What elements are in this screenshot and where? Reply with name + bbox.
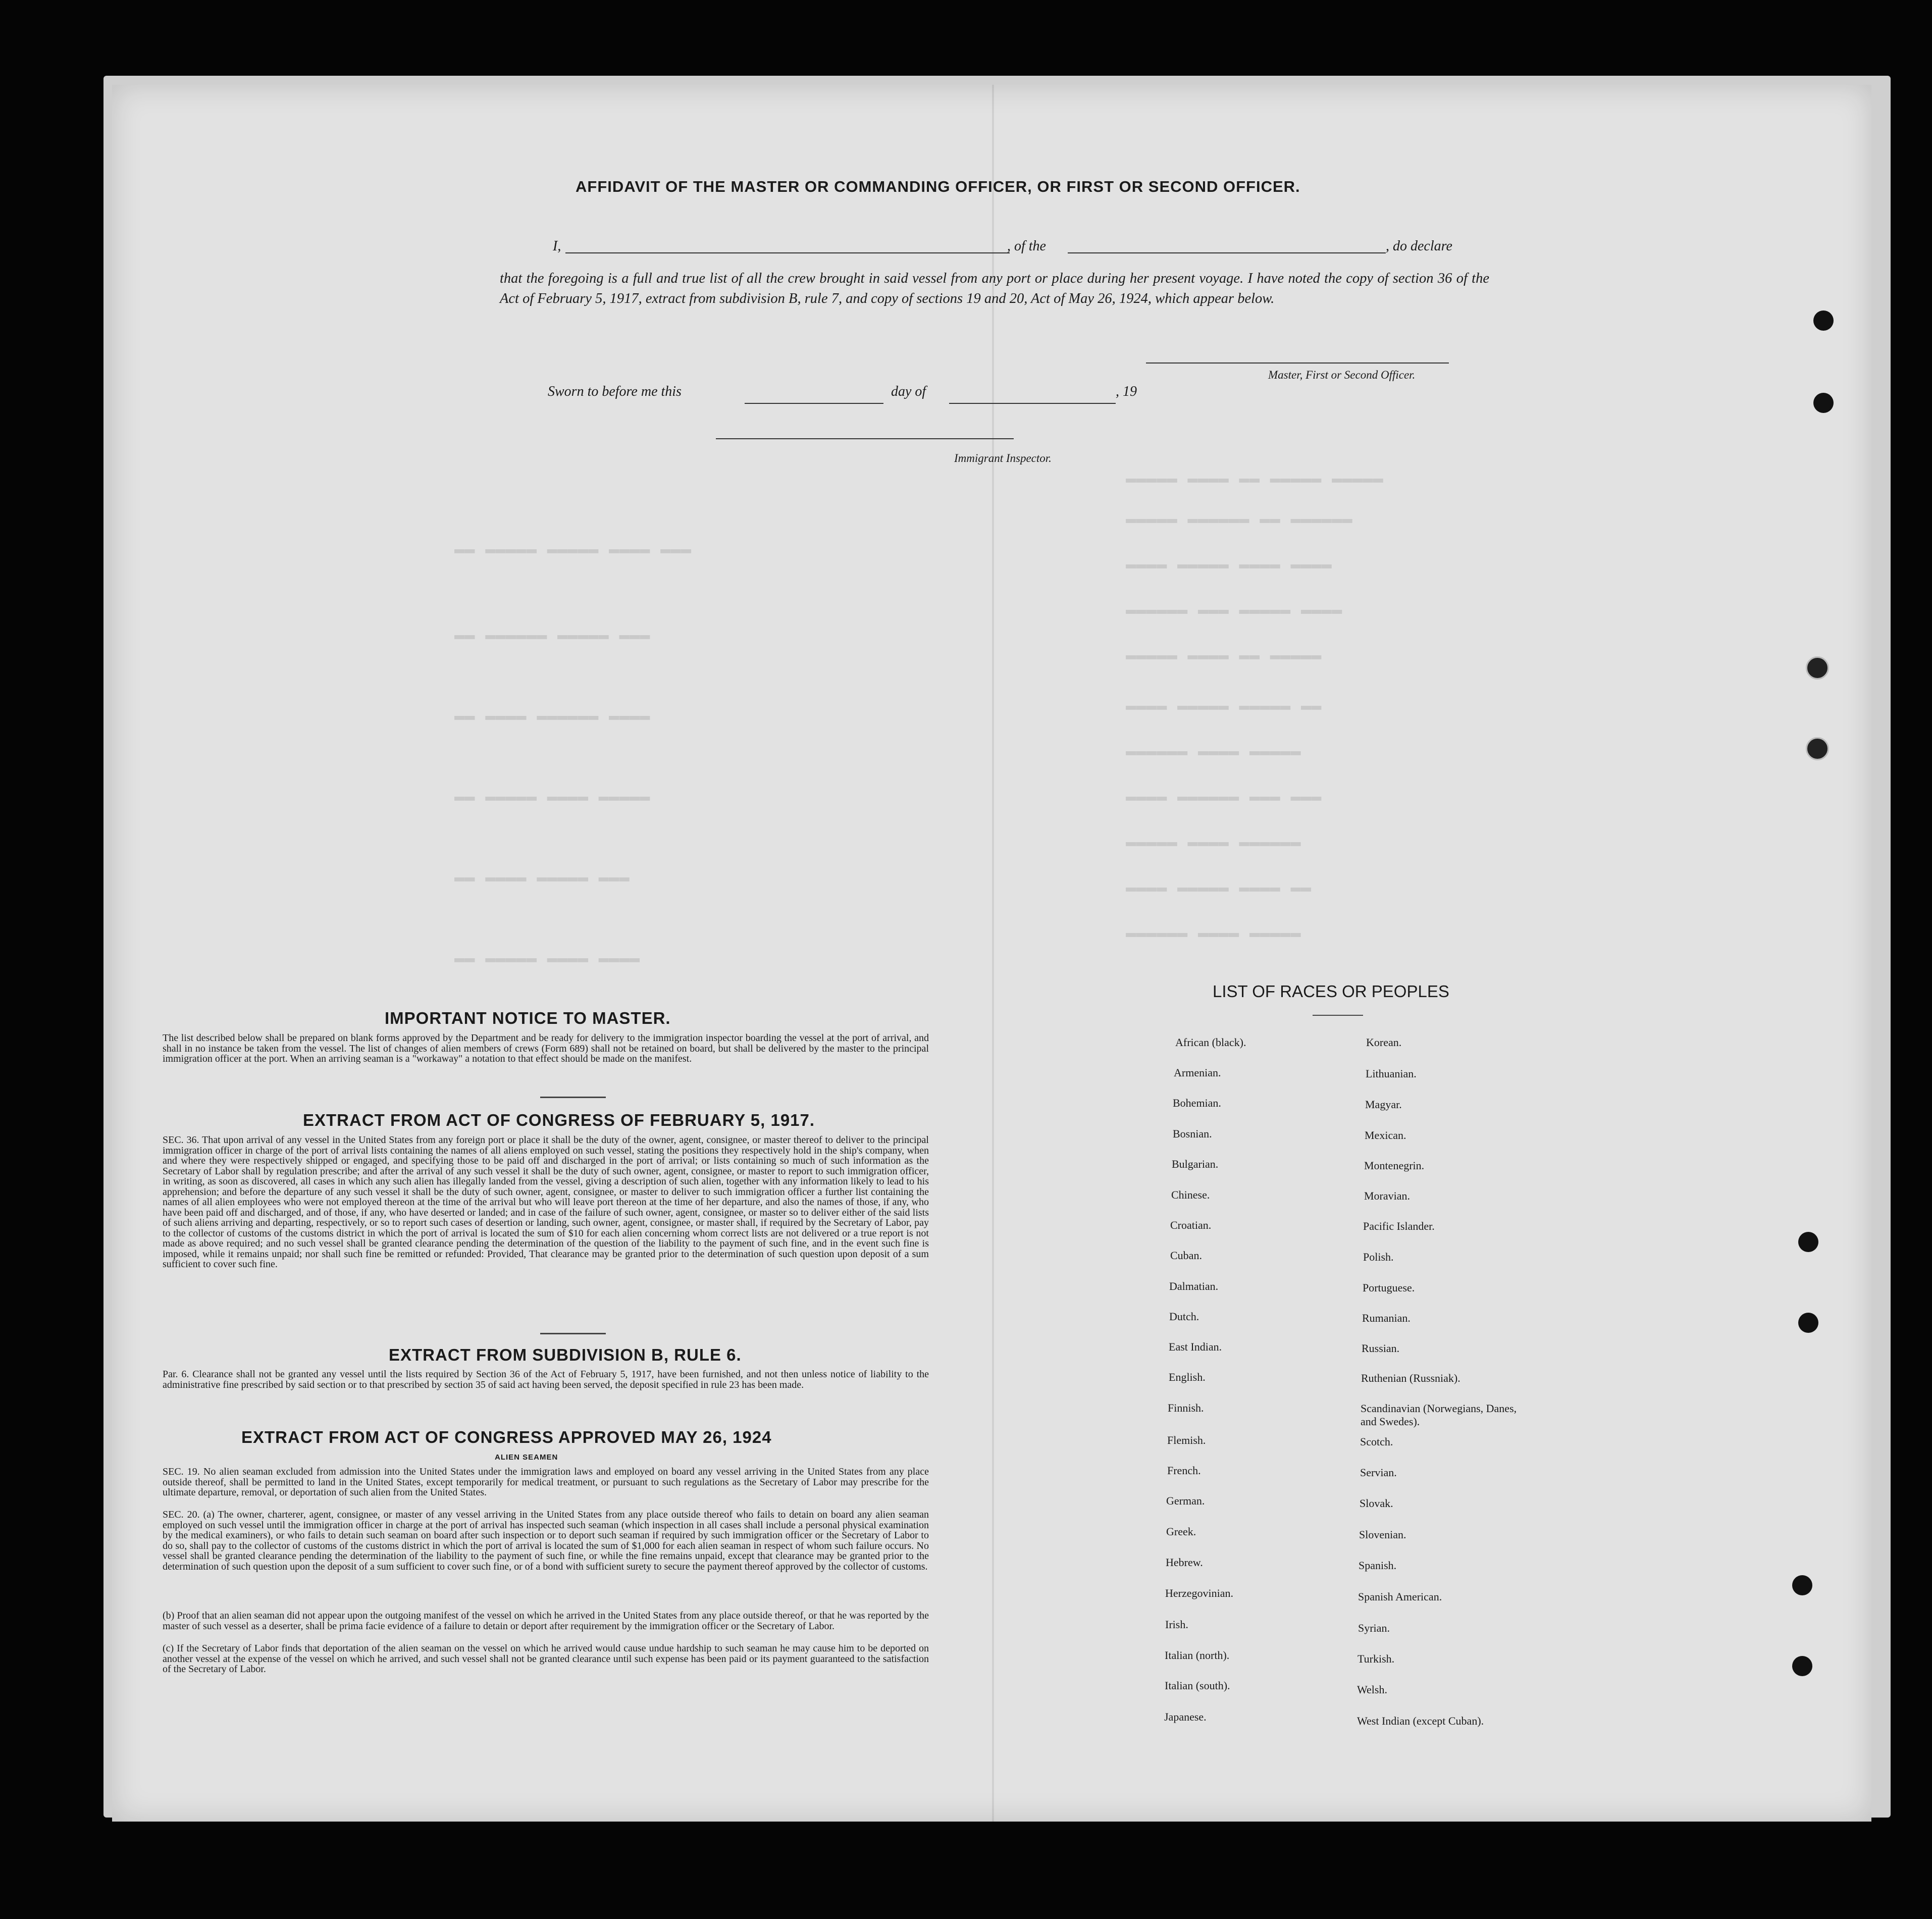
race-item: Greek. — [1166, 1525, 1196, 1538]
race-item: Chinese. — [1171, 1188, 1210, 1201]
race-item: Polish. — [1363, 1251, 1394, 1263]
race-item: Spanish American. — [1358, 1590, 1442, 1603]
race-item: West Indian (except Cuban). — [1357, 1715, 1484, 1727]
race-item: Scotch. — [1360, 1435, 1393, 1448]
extract-1917-title: EXTRACT FROM ACT OF CONGRESS OF FEBRUARY 5, 1917. — [303, 1111, 815, 1129]
race-item: Italian (north). — [1165, 1649, 1230, 1662]
race-item: Turkish. — [1357, 1652, 1395, 1665]
race-item: Lithuanian. — [1366, 1067, 1417, 1080]
affidavit-do-declare-label: , do declare — [1386, 238, 1452, 254]
race-item: Armenian. — [1174, 1066, 1221, 1079]
race-item: Servian. — [1360, 1466, 1397, 1479]
extract-1924-subtitle: ALIEN SEAMEN — [495, 1453, 558, 1462]
binder-hole-icon — [1806, 737, 1829, 760]
binder-hole-icon — [1798, 1313, 1818, 1333]
race-item: Magyar. — [1365, 1098, 1402, 1111]
race-item: French. — [1167, 1464, 1201, 1477]
extract-1924-sec20c: (c) If the Secretary of Labor finds that deportation of the alien seaman on the vessel on which he arrived would cause undue hardship to such seaman he may cause him to be deported on another vessel at the expense of the vessel on which he arrived, and such vessel shall not be granted clearance until such expense has been paid or its payment guaranteed to the satisfaction of the Secretary of Labor. — [163, 1643, 929, 1675]
race-item: Syrian. — [1358, 1622, 1390, 1634]
race-item: Moravian. — [1364, 1189, 1411, 1202]
year-label: , 19 — [1116, 384, 1137, 399]
binder-hole-icon — [1792, 1656, 1812, 1676]
extract-1924-sec19: SEC. 19. No alien seaman excluded from admission into the United States under the immigration laws and employed on board any vessel arriving in the United States from any place outside thereof, shall be permitted to land in the United States, except temporarily for medical treatment, or pursuant to such regulations as the Secretary of Labor may prescribe for the ultimate departure, removal, or deportation of such alien from the United States. — [163, 1466, 929, 1498]
divider — [1313, 1015, 1363, 1016]
extract-b-title: EXTRACT FROM SUBDIVISION B, RULE 6. — [389, 1345, 742, 1364]
race-item: Herzegovinian. — [1165, 1587, 1233, 1599]
race-item: Korean. — [1366, 1036, 1402, 1049]
inspector-signature-label: Immigrant Inspector. — [954, 452, 1052, 464]
binder-hole-icon — [1813, 393, 1834, 413]
race-item: Portuguese. — [1363, 1281, 1415, 1294]
extract-1924-sec20b: (b) Proof that an alien seaman did not appear upon the outgoing manifest of the vessel on which he arrived in the United States from any place outside thereof, or that he was reported by the master of such vessel as a deserter, shall be prima facie evidence of a failure to detain or deport after requirement by the immigration officer or the Secretary of Labor. — [163, 1610, 929, 1632]
race-item: Ruthenian (Russniak). — [1361, 1372, 1460, 1384]
race-item: Montenegrin. — [1364, 1159, 1425, 1172]
extract-1924-title: EXTRACT FROM ACT OF CONGRESS APPROVED MAY 26, 1924 — [241, 1428, 772, 1446]
divider — [540, 1097, 606, 1098]
center-fold — [992, 85, 994, 1822]
binder-hole-icon — [1813, 310, 1834, 331]
race-item: Japanese. — [1164, 1710, 1207, 1723]
race-item: Russian. — [1362, 1342, 1400, 1355]
race-item: Flemish. — [1167, 1434, 1206, 1446]
race-item: Mexican. — [1365, 1129, 1406, 1142]
binder-hole-icon — [1806, 656, 1829, 680]
notice-body: The list described below shall be prepared on blank forms approved by the Department and be ready for delivery to the immigration inspector boarding the vessel at the port of arrival, and shall in no instance be taken from the vessel. The list of changes of alien members of crews (Form 689) shall not be retained on board, but shall be delivered by the master to the principal immigration officer at the port. When an arriving seaman is a "workaway" a notation to that effect should be made on the manifest. — [163, 1032, 929, 1064]
race-item: Welsh. — [1357, 1683, 1387, 1696]
race-item: Slovenian. — [1359, 1528, 1406, 1541]
affidavit-title: AFFIDAVIT OF THE MASTER OR COMMANDING OFFICER, OR FIRST OR SECOND OFFICER. — [576, 178, 1300, 195]
race-item: Bulgarian. — [1172, 1158, 1219, 1170]
sworn-day-field[interactable] — [745, 389, 883, 404]
race-item: Finnish. — [1168, 1402, 1204, 1414]
vessel-field[interactable] — [1068, 238, 1386, 253]
race-item: Rumanian. — [1362, 1312, 1411, 1324]
race-item: African (black). — [1175, 1036, 1246, 1049]
affidavit-i-label: I, — [553, 238, 561, 254]
affidavit-of-the-label: , of the — [1007, 238, 1046, 254]
race-item: Italian (south). — [1165, 1679, 1230, 1692]
race-item: Spanish. — [1359, 1559, 1397, 1572]
race-item: Croatian. — [1170, 1219, 1212, 1231]
binder-hole-icon — [1798, 1232, 1818, 1252]
race-item: Pacific Islander. — [1363, 1220, 1435, 1232]
races-title: LIST OF RACES OR PEOPLES — [1213, 982, 1449, 1001]
extract-1917-body: SEC. 36. That upon arrival of any vessel in the United States from any foreign port or place it shall be the duty of the owner, agent, consignee, or master thereof to deliver to the principal immigration officer in charge of the port of arrival lists containing the names of all aliens employed on such vessel, stating the positions they respectively hold in the ship's company, when and where they were respectively shipped or engaged, and specifying those to be paid off and discharged in the port of arrival; or lists containing so much of such information as the Secretary of Labor shall by regulation prescribe; and after the arrival of any such vessel it shall be the duty of such owner, agent, consignee, or master to report to such immigration officer, in writing, as soon as discovered, all cases in which any such alien has illegally landed from the vessel, giving a description of such alien, together with any information likely to lead to his apprehension; and before the departure of any such vessel it shall be the duty of such owner, agent, consignee, or master to deliver to such immigration officer a further list containing the names of all alien employees who were not employed thereon at the time of the arrival but who will leave port thereon at the time of her departure, and also the names of those, if any, who have been paid off and discharged, and of those, if any, who have deserted or landed; and in case of the failure of such owner, agent, consignee, or master so to deliver either of the said lists of such aliens arriving and departing, respectively, or so to report such cases of desertion or landing, such owner, agent, consignee, or master shall, if required by the Secretary of Labor, pay to the collector of customs of the customs district in which the port of arrival is located the sum of $10 for each alien concerning whom correct lists are not delivered or a true report is not made as above required; and no such vessel shall be granted clearance pending the determination of the question of the liability to the payment of such fine, and in the event such fine is imposed, while it remains unpaid; nor shall such fine be remitted or refunded: Provided, That clearance may be granted prior to the determination of such question upon deposit of a sum sufficient to cover such fine. — [163, 1134, 929, 1270]
affidavit-body: that the foregoing is a full and true list of all the crew brought in said vessel from any port or place during her present voyage. I have noted the copy of section 36 of the Act of February 5, 1917, extract from subdivision B, rule 7, and copy of sections 19 and 20, Act of May 26, 1924, which appear below. — [500, 271, 1489, 306]
master-signature-line[interactable] — [1146, 348, 1449, 364]
race-item: Bosnian. — [1173, 1127, 1212, 1140]
race-item: Hebrew. — [1166, 1556, 1203, 1569]
day-of-label: day of — [891, 384, 926, 399]
name-field[interactable] — [565, 238, 1010, 253]
extract-b-body: Par. 6. Clearance shall not be granted any vessel until the lists required by Section 36 of the Act of February 5, 1917, have been furnished, and not then unless notice of liability to the administrative fine prescribed by said section or to that prescribed by section 35 of said act having been served, the deposit specified in rule 23 has been made. — [163, 1369, 929, 1390]
extract-1924-sec20a: SEC. 20. (a) The owner, charterer, agent, consignee, or master of any vessel arriving in the United States from any place outside thereof who fails to detain on board any alien seaman employed on such vessel until the immigration officer in charge at the port of arrival has inspected such seaman (which inspection in all cases shall include a personal physical examination by the medical examiners), or who fails to detain such seaman on board after such inspection or to deport such seaman if required by such immigration officer or the Secretary of Labor to do so, shall pay to the collector of customs of the customs district in which the port of arrival is located the sum of $1,000 for each alien seaman in respect of whom such failure occurs. No vessel shall be granted clearance pending the determination of the liability to the payment of such fine, or while the fine remains unpaid, except that clearance may be granted prior to the determination of such question upon the deposit of a sum sufficient to cover such fine, or of a bond with sufficient surety to secure the payment thereof approved by the collector of customs. — [163, 1509, 929, 1572]
sworn-label: Sworn to before me this — [548, 384, 682, 399]
binder-hole-icon — [1792, 1575, 1812, 1595]
inspector-signature-line[interactable] — [716, 424, 1014, 439]
sworn-month-field[interactable] — [949, 389, 1116, 404]
race-item: Irish. — [1165, 1618, 1188, 1631]
race-item: Cuban. — [1170, 1249, 1202, 1262]
master-signature-label: Master, First or Second Officer. — [1268, 369, 1416, 381]
race-item: East Indian. — [1169, 1340, 1222, 1353]
race-item: Slovak. — [1360, 1497, 1393, 1510]
divider — [540, 1333, 606, 1334]
race-item: German. — [1166, 1494, 1205, 1507]
race-item: Dutch. — [1169, 1310, 1199, 1323]
race-item: Dalmatian. — [1169, 1280, 1219, 1292]
notice-title: IMPORTANT NOTICE TO MASTER. — [385, 1009, 671, 1027]
race-item: English. — [1169, 1371, 1206, 1383]
race-item: Scandinavian (Norwegians, Danes, and Swedes). — [1361, 1402, 1517, 1428]
race-item: Bohemian. — [1173, 1097, 1221, 1109]
